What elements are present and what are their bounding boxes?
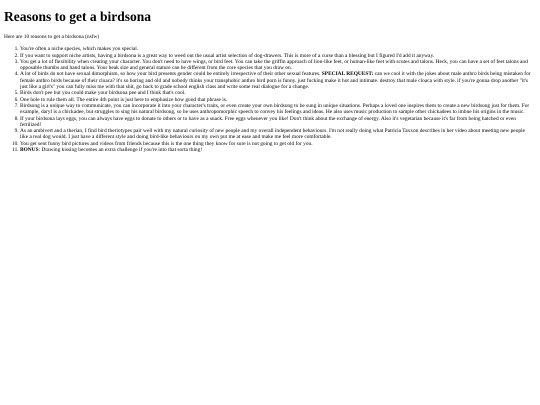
reason-text: As an ambivert and a therian, I find bird theriotypes pair well with my natural curiosity of new people and my overall independent behaviours. I'm not really doing what Patricia Taxxon describes in her video about meeting new people like a real dog would. I just have a different style and doing bird-like behaviours on my own put me at ease and make me feel more comfortable. bbox=[20, 128, 525, 141]
special-request-label: SPECIAL REQUEST: bbox=[321, 71, 374, 78]
reason-text: : Drawing kissing becomes an extra challenge if you're into that sorta thing! bbox=[38, 147, 203, 154]
reason-text: You're often a niche species, which makes you special. bbox=[20, 46, 139, 53]
page-title: Reasons to get a birdsona bbox=[4, 9, 152, 24]
document-page bbox=[4, 0, 531, 153]
list-item bbox=[20, 103, 531, 116]
reason-text: Birds don't pee but you could make your birdsona pee and I think that's cool. bbox=[20, 90, 186, 97]
list-item bbox=[20, 116, 531, 129]
list-item bbox=[20, 59, 531, 72]
list-item bbox=[20, 147, 531, 153]
reason-text: If your birdsona lays eggs, you can always have eggs to donate to others or to have as a snack. Free eggs whenever you like! Don't think about the exchange of energy. Also it's vegetarian because it's far from being hatched or even fertilized! bbox=[20, 115, 517, 128]
list-item bbox=[20, 128, 531, 141]
list-item bbox=[20, 71, 531, 90]
reason-text: If you want to support niche artists, having a birdsona is a great way to weed out the usual artist selection of dog-drawers. This is more of a curse than a blessing but I figured I'd add it anyway. bbox=[20, 52, 435, 59]
bonus-label: BONUS bbox=[20, 147, 39, 154]
reason-text: You get a lot of flexibility when creating your character. You don't need to have wings, or bird feet. You can take the griffin approach of lion-like feet, or human-like feet with scutes and talons. Heck, you can have a set of feet talons and opposable thumbs and hand talons. Your beak size and general stature can be different from the core species that you draw on. bbox=[20, 58, 528, 72]
reason-text: One hole to rule them all. The entire 4th point is just here to emphasize how good that phrase is. bbox=[20, 96, 228, 103]
reason-text: You get sent funny bird pictures and videos from friends because this is the one thing they know for sure is not going to get old for you. bbox=[20, 140, 313, 147]
reason-text-continued: can we cool it with the jokes about male anthro birds being mistaken for female anthro birds because of their cloaca? it's so boring and old and nobody thinks your transphobic anthro bird porn is funny. just fucking make it hot and intimate. destroy that male cloaca with style. if you're gonna drop another "it's just like a girl's" you can fully miss me with that shit, go back to grade school english class and write some real dialogue for a change. bbox=[20, 71, 531, 91]
reason-text: Birdsong is a unique way to communicate, you can incorporate it into your character's traits, or even create your own birdsong to be sung in unique situations. Perhaps a loved one inspires them to create a new birdsong just for them. For example, daryl is a chickadee, but struggles to sing his natural birdsong, so he uses anthropomorphic speech to convey his feelings and ideas. He also uses music production to sample other chickadees to imbue his origins in the music. bbox=[20, 102, 530, 116]
reasons-list bbox=[4, 46, 531, 153]
reason-text: A lot of birds do not have sexual dimorphism, so how your bird presents gender could be entirely irrespective of their other sexual features. bbox=[20, 71, 322, 78]
intro-text: Here are 10 reasons to get a birdsona (nsfw) bbox=[4, 34, 100, 40]
